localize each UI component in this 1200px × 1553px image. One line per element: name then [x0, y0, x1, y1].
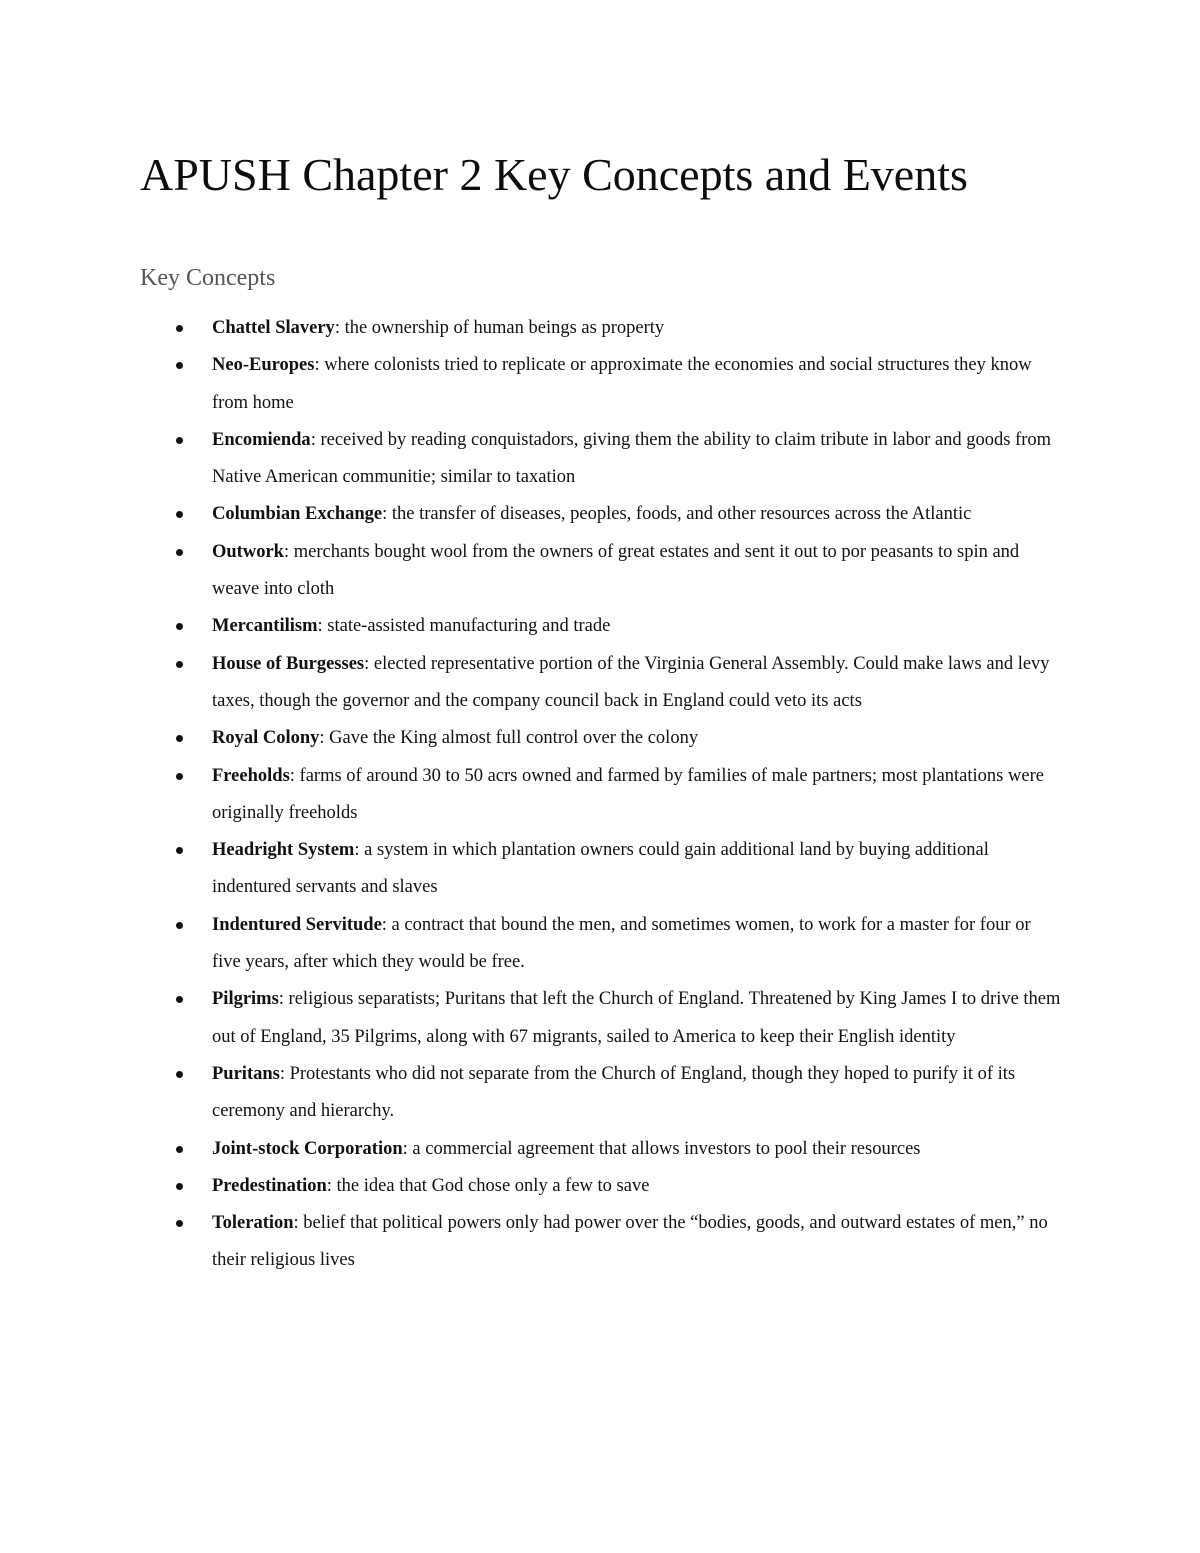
- section-heading: Key Concepts: [140, 265, 276, 291]
- concept-term: Outwork: [212, 541, 284, 562]
- list-item: [0, 1168, 1062, 1205]
- concept-definition: : received by reading conquistadors, giving them the ability to claim tribute in labor and goods from Native American communitie; similar to taxation: [212, 429, 1052, 488]
- concept-definition: : farms of around 30 to 50 acrs owned and farmed by families of male partners; most plantations were originally freeholds: [212, 765, 1044, 823]
- concept-definition: : Protestants who did not separate from the Church of England, though they hoped to purify it of its ceremony and hierarchy.: [212, 1063, 1016, 1122]
- bullet-icon: [176, 773, 183, 780]
- concept-term: Columbian Exchange: [212, 504, 383, 525]
- bullet-icon: [176, 437, 183, 444]
- concept-term: Headright System: [212, 840, 355, 861]
- bullet-icon: [176, 325, 183, 332]
- concept-definition: : Gave the King almost full control over the colony: [319, 728, 699, 749]
- bullet-icon: [176, 1220, 183, 1227]
- list-item: [0, 310, 1062, 347]
- bullet-icon: [176, 511, 183, 518]
- concept-term: Joint-stock Corporation: [212, 1138, 403, 1159]
- concept-definition: : where colonists tried to replicate or approximate the economies and social structures they know from home: [212, 355, 1032, 413]
- list-item: [0, 646, 1062, 721]
- bullet-icon: [176, 1183, 183, 1190]
- concept-term: Chattel Slavery: [212, 318, 335, 338]
- list-item: [0, 1131, 1062, 1168]
- bullet-icon: [176, 996, 183, 1003]
- concept-definition: : the idea that God chose only a few to save: [326, 1175, 650, 1196]
- concept-definition: : the ownership of human beings as property: [334, 318, 665, 338]
- concept-definition: : belief that political powers only had power over the “bodies, goods, and outward estates of men,” no their religious lives: [212, 1213, 1048, 1271]
- list-item: [0, 608, 1062, 645]
- concept-definition: : the transfer of diseases, peoples, foods, and other resources across the Atlantic: [382, 504, 972, 525]
- concept-definition: : a system in which plantation owners could gain additional land by buying additional indentured servants and slaves: [212, 840, 989, 898]
- concept-definition: : religious separatists; Puritans that left the Church of England. Threatened by King James I to drive them out of England, 35 Pilgrims, along with 67 migrants, sailed to America to keep their English identity: [212, 989, 1061, 1047]
- concept-definition: : a commercial agreement that allows investors to pool their resources: [402, 1138, 921, 1159]
- bullet-icon: [176, 922, 183, 929]
- concept-term: Pilgrims: [212, 989, 279, 1010]
- concept-term: Royal Colony: [212, 728, 320, 749]
- bullet-icon: [176, 661, 183, 668]
- bullet-icon: [176, 735, 183, 742]
- bullet-icon: [176, 623, 183, 630]
- concept-definition: : a contract that bound the men, and sometimes women, to work for a master for four or five years, after which they would be free.: [212, 914, 1031, 973]
- list-item: [0, 1205, 1062, 1280]
- list-item: [0, 907, 1062, 982]
- bullet-icon: [176, 549, 183, 556]
- concept-term: Indentured Servitude: [212, 914, 382, 935]
- bullet-icon: [176, 1071, 183, 1078]
- bullet-icon: [176, 1146, 183, 1153]
- page-title: APUSH Chapter 2 Key Concepts and Events: [140, 149, 968, 200]
- concept-term: Predestination: [212, 1175, 327, 1196]
- list-item: [0, 720, 1062, 757]
- list-item: [0, 534, 1062, 609]
- list-item: [0, 347, 1062, 422]
- concept-definition: : elected representative portion of the Virginia General Assembly. Could make laws and levy taxes, though the governor and the company council back in England could veto its acts: [212, 653, 1050, 711]
- concept-definition: : state-assisted manufacturing and trade: [317, 616, 611, 637]
- list-item: [0, 422, 1062, 497]
- list-item: [0, 758, 1062, 833]
- bullet-icon: [176, 362, 183, 369]
- concept-term: Mercantilism: [212, 616, 318, 637]
- concept-term: Encomienda: [212, 429, 311, 450]
- bullet-icon: [176, 847, 183, 854]
- list-item: [0, 832, 1062, 907]
- concept-definition: : merchants bought wool from the owners of great estates and sent it out to por peasants to spin and weave into cloth: [212, 541, 1020, 600]
- list-item: [0, 496, 1062, 533]
- concept-term: Neo-Europes: [212, 355, 315, 376]
- concept-term: Toleration: [212, 1213, 294, 1234]
- concept-term: Freeholds: [212, 765, 290, 786]
- concept-list: [0, 310, 1200, 1280]
- concept-term: House of Burgesses: [212, 653, 365, 674]
- list-item: [0, 1056, 1062, 1131]
- concept-term: Puritans: [212, 1063, 280, 1084]
- list-item: [0, 981, 1062, 1056]
